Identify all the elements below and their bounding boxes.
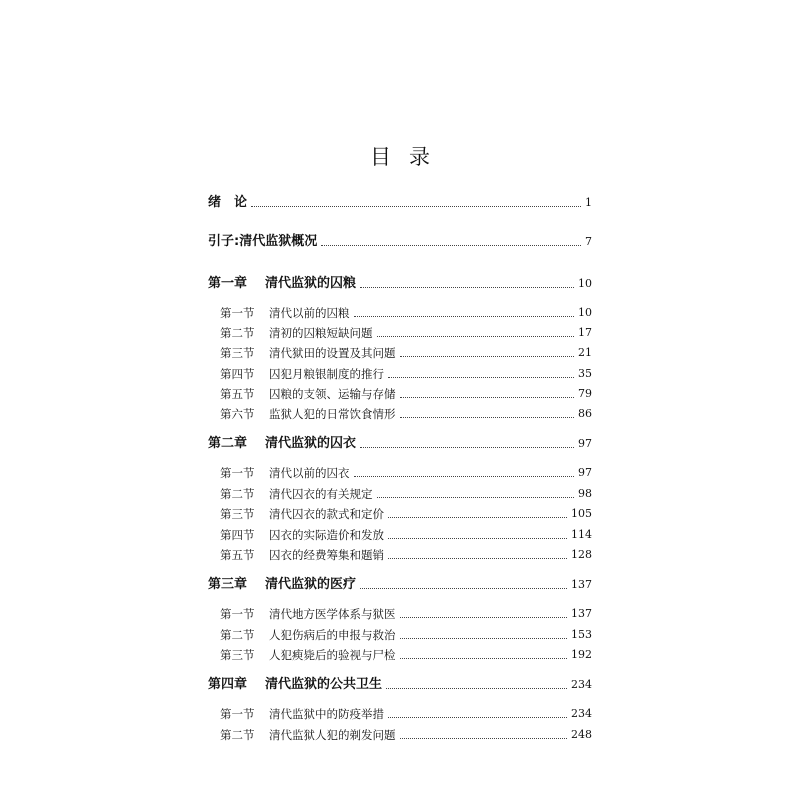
toc-entry-title: 清初的囚粮短缺问题 [269,326,373,340]
toc-entry-label [220,547,384,563]
toc-entry-title: 清代囚衣的有关规定 [269,487,373,501]
toc-entry-title: 清代监狱的囚衣 [265,436,357,451]
toc-entry-prefix: 第四节 [220,367,255,381]
toc-section-row [220,647,592,663]
toc-page-number: 234 [571,678,592,691]
toc-page-number: 114 [571,528,592,541]
toc-dot-leader [321,245,581,246]
toc-entry-title: 清代囚衣的款式和定价 [269,507,384,521]
toc-dot-leader [388,377,574,378]
toc-section-row [220,727,592,743]
toc-section-row [220,606,592,622]
toc-entry-label [220,366,384,382]
toc-entry-prefix: 第一章 [208,276,248,291]
toc-page-number: 10 [578,277,592,290]
toc-dot-leader [400,397,575,398]
toc-chapter-row [208,577,592,593]
toc-dot-leader [388,538,567,539]
toc-dot-leader [354,316,575,317]
toc-entry-label [220,305,350,321]
toc-page-number: 7 [585,235,592,248]
toc-dot-leader [360,447,574,448]
toc-entry-label [220,486,373,502]
toc-entry-prefix: 第二章 [208,436,248,451]
toc-dot-leader [388,717,567,718]
toc-dot-leader [388,517,567,518]
toc-entry-title: 清代以前的囚粮 [269,306,350,320]
toc-section-row [220,406,592,422]
toc-entry-title: 清代地方医学体系与狱医 [269,607,396,621]
toc-section-row [220,366,592,382]
toc-section-row [220,506,592,522]
toc-page-number: 192 [571,648,592,661]
toc-dot-leader [377,336,575,337]
toc-page-number: 137 [571,578,592,591]
toc-entry-prefix: 第二节 [220,628,255,642]
toc-dot-leader [400,658,568,659]
toc-page-number: 248 [571,728,592,741]
toc-section-row [220,547,592,563]
toc-entry-label [220,727,396,743]
toc-page-number: 97 [578,466,592,479]
toc-entry-prefix: 第四节 [220,528,255,542]
toc-dot-leader [388,558,567,559]
toc-entry-prefix: 第二节 [220,326,255,340]
toc-section-row [220,465,592,481]
toc-entry-title: 囚粮的支领、运输与存储 [269,387,396,401]
toc-page-number: 98 [578,487,592,500]
toc-section-row [220,386,592,402]
toc-entry-label [220,506,384,522]
toc-entry-title: 清代监狱中的防疫举措 [269,707,384,721]
toc-chapter-row [208,276,592,292]
toc-entry-prefix: 第二节 [220,728,255,742]
toc-section-row [220,627,592,643]
toc-dot-leader [400,617,568,618]
toc-entry-label [220,527,384,543]
toc-entry-title: 清代以前的囚衣 [269,466,350,480]
toc-section-row [220,325,592,341]
toc-entry-label [220,345,396,361]
toc-entry-prefix: 第一节 [220,607,255,621]
toc-section-row [220,486,592,502]
toc-entry-label [220,606,396,622]
toc-entry-prefix: 第一节 [220,466,255,480]
toc-page-number: 97 [578,437,592,450]
toc-entry-prefix: 第六节 [220,407,255,421]
toc-page-number: 105 [571,507,592,520]
toc-page-number: 1 [585,196,592,209]
toc-entry-label [220,406,396,422]
toc-dot-leader [377,497,575,498]
toc-entry-prefix: 第三节 [220,507,255,521]
toc-chapter-row [208,436,592,452]
toc-entry-prefix: 第二节 [220,487,255,501]
toc-dot-leader [360,287,574,288]
toc-page-number: 234 [571,707,592,720]
toc-entry-prefix: 第四章 [208,677,248,692]
toc-chapter-row [208,677,592,693]
toc-page-number: 137 [571,607,592,620]
toc-entry-prefix: 第三节 [220,346,255,360]
toc-entry-title: 人犯伤病后的申报与救治 [269,628,396,642]
toc-entry-label [208,276,356,292]
toc-page-number: 21 [578,346,592,359]
toc-entry-prefix: 第三节 [220,648,255,662]
toc-entry-label [220,325,373,341]
toc-entry-label [220,627,396,643]
toc-entry-title: 清代监狱的公共卫生 [265,677,383,692]
toc-entry-title: 清代监狱的医疗 [265,577,357,592]
toc-page-number: 35 [578,367,592,380]
page-title: 目录 [370,145,448,169]
toc-entry-prefix: 第一节 [220,707,255,721]
toc-entry-label [220,706,384,722]
toc-entry-title: 清代监狱人犯的剃发问题 [269,728,396,742]
toc-entry-label [208,677,382,693]
toc-entry-prefix: 第五节 [220,548,255,562]
toc-page-number: 10 [578,306,592,319]
toc-entry-title: 清代监狱的囚粮 [265,276,357,291]
toc-section-row [220,345,592,361]
toc-section-row [220,305,592,321]
toc-entry-title: 清代狱田的设置及其问题 [269,346,396,360]
toc-entry-title: 囚犯月粮银制度的推行 [269,367,384,381]
toc-dot-leader [386,688,567,689]
toc-dot-leader [400,356,575,357]
toc-page-number: 128 [571,548,592,561]
toc-section-row [220,706,592,722]
toc-dot-leader [251,206,581,207]
toc-entry-title: 人犯瘐毙后的验视与尸检 [269,648,396,662]
toc-entry-title: 囚衣的经费筹集和题销 [269,548,384,562]
toc-dot-leader [360,588,567,589]
toc-entry-title: 囚衣的实际造价和发放 [269,528,384,542]
toc-page-number: 17 [578,326,592,339]
toc-dot-leader [354,476,575,477]
toc-entry-label [208,577,356,593]
toc-entry-label [220,465,350,481]
toc-entry-title: 监狱人犯的日常饮食情形 [269,407,396,421]
toc-page-number: 79 [578,387,592,400]
toc-chapter-row [208,195,592,211]
toc-entry-label [220,386,396,402]
toc-entry-label [220,647,396,663]
toc-entry-label [208,195,247,211]
toc-page-number: 86 [578,407,592,420]
toc-chapter-row [208,234,592,250]
toc-dot-leader [400,738,568,739]
toc-entry-title: 引子:清代监狱概况 [208,234,318,249]
toc-dot-leader [400,417,575,418]
toc-entry-prefix: 第五节 [220,387,255,401]
toc-dot-leader [400,638,568,639]
toc-entry-label [208,234,317,250]
toc-section-row [220,527,592,543]
toc-page-number: 153 [571,628,592,641]
toc-entry-label [208,436,356,452]
toc-entry-title: 绪 论 [208,195,248,210]
toc-entry-prefix: 第一节 [220,306,255,320]
toc-entry-prefix: 第三章 [208,577,248,592]
